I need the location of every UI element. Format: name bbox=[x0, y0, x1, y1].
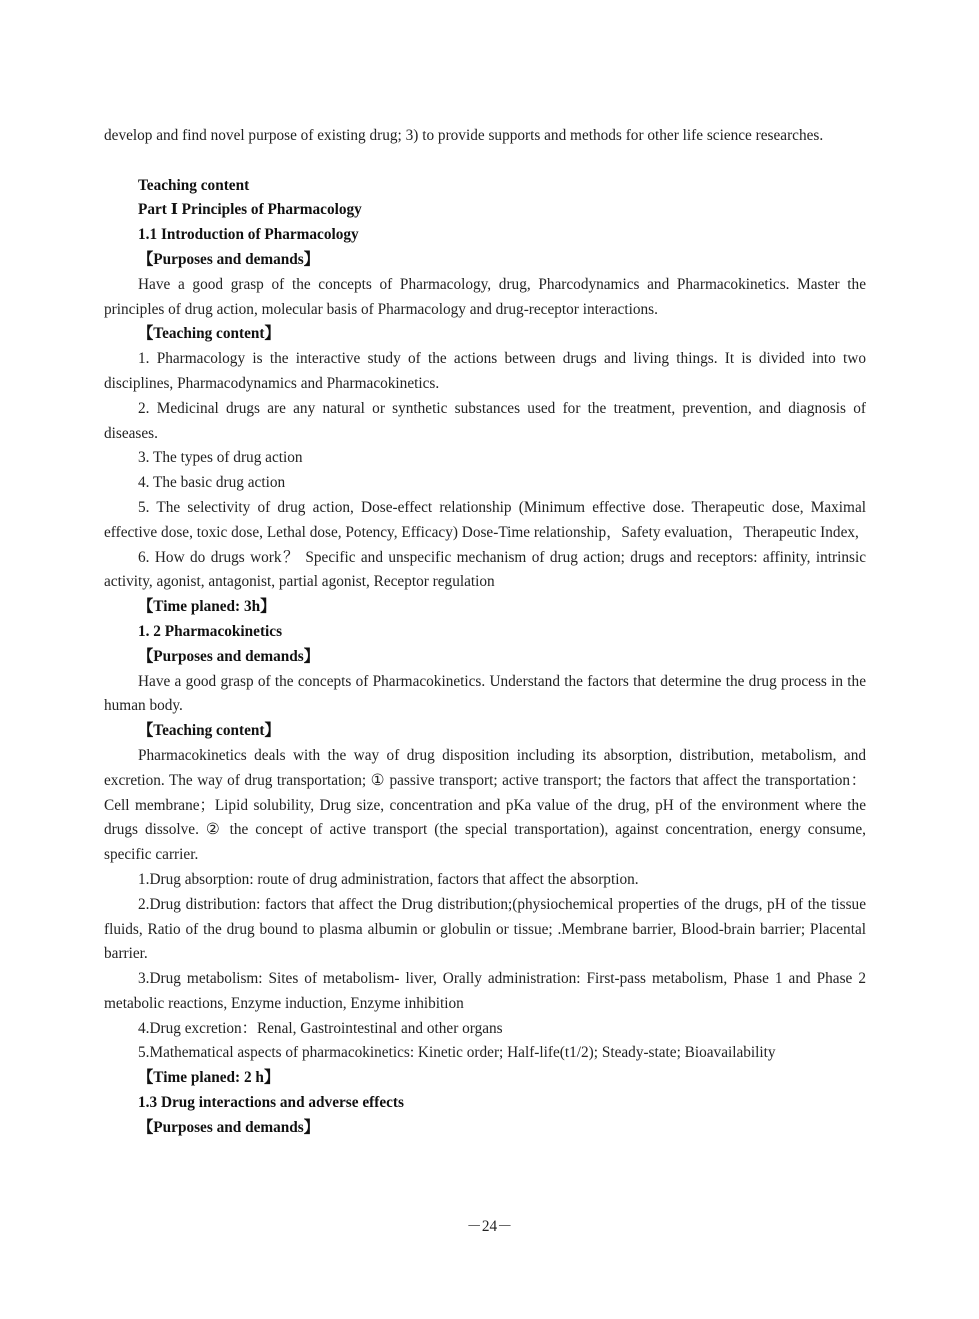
heading-purposes-demands: 【Purposes and demands】 bbox=[138, 1118, 320, 1136]
section2-purposes-paragraph: Have a good grasp of the concepts of Pharmacokinetics. Understand the factors that determine the drug process in the human body. bbox=[104, 672, 866, 715]
heading-time-planned: 【Time planed: 3h】 bbox=[138, 598, 276, 616]
section1-item: 6. How do drugs work？ Specific and unspecific mechanism of drug action; drugs and receptors: affinity, intrinsic activity, agonist, antagonist, partial agonist, Receptor regulation bbox=[104, 548, 866, 591]
section1-item: 5. The selectivity of drug action, Dose-effect relationship (Minimum effective dose. Therapeutic dose, Maximal effective dose, toxic dose, Lethal dose, Potency, Efficacy) Dose-Time relationship，Safety evaluation，Therapeutic Index, bbox=[104, 498, 866, 541]
heading-teaching-content-sub: 【Teaching content】 bbox=[138, 722, 280, 740]
section2-item: 4.Drug excretion：Renal, Gastrointestinal and other organs bbox=[138, 1019, 503, 1037]
document-page bbox=[104, 124, 866, 1141]
heading-section-1-2: 1. 2 Pharmacokinetics bbox=[138, 622, 283, 640]
section2-content-paragraph: Pharmacokinetics deals with the way of drug disposition including its absorption, distribution, metabolism, and excretion. The way of drug transportation; ① passive transport; active transport; the factors that affect the transportation：Cell membrane；Lipid solubility, Drug size, concentration and pKa value of the drug, pH of the environment where the drugs dissolve. ② the concept of active transport (the special transportation), against concentration, energy consume, specific carrier. bbox=[104, 746, 866, 864]
section1-item: 1. Pharmacology is the interactive study of the actions between drugs and living things. It is divided into two disciplines, Pharmacodynamics and Pharmacokinetics. bbox=[104, 350, 866, 392]
heading-section-1-3: 1.3 Drug interactions and adverse effects bbox=[138, 1094, 404, 1112]
heading-part-1: Part Ⅰ Principles of Pharmacology bbox=[138, 201, 362, 219]
heading-purposes-demands: 【Purposes and demands】 bbox=[138, 647, 320, 665]
heading-purposes-demands: 【Purposes and demands】 bbox=[138, 250, 320, 268]
page-number: －24－ bbox=[466, 1218, 513, 1235]
heading-section-1-1: 1.1 Introduction of Pharmacology bbox=[138, 226, 359, 244]
section2-item: 2.Drug distribution: factors that affect the Drug distribution;(physiochemical properties of the drugs, pH of the tissue fluids, Ratio of the drug bound to plasma albumin or globulin or tissue; .Membrane barrier, Blood-brain barrier; Placental barrier. bbox=[104, 895, 866, 963]
spacer bbox=[104, 149, 866, 174]
heading-time-planned: 【Time planed: 2 h】 bbox=[138, 1069, 280, 1087]
section2-item: 5.Mathematical aspects of pharmacokinetics: Kinetic order; Half-life(t1/2); Steady-state; Bioavailability bbox=[138, 1044, 776, 1062]
heading-teaching-content-sub: 【Teaching content】 bbox=[138, 325, 280, 343]
section2-item: 1.Drug absorption: route of drug administration, factors that affect the absorption. bbox=[138, 870, 639, 888]
section1-purposes-paragraph: Have a good grasp of the concepts of Pharmacology, drug, Pharcodynamics and Pharmacokinetics. Master the principles of drug action, molecular basis of Pharmacology and drug-receptor interactions. bbox=[104, 275, 866, 318]
intro-paragraph: develop and find novel purpose of existing drug; 3) to provide supports and methods for other life science researches. bbox=[104, 127, 824, 144]
section2-item: 3.Drug metabolism: Sites of metabolism- liver, Orally administration: First-pass metabolism, Phase 1 and Phase 2 metabolic reactions, Enzyme induction, Enzyme inhibition bbox=[104, 970, 866, 1012]
section1-item: 3. The types of drug action bbox=[138, 449, 303, 467]
section1-item: 4. The basic drug action bbox=[138, 474, 286, 492]
heading-teaching-content: Teaching content bbox=[138, 176, 250, 194]
section1-item: 2. Medicinal drugs are any natural or synthetic substances used for the treatment, prevention, and diagnosis of diseases. bbox=[104, 399, 866, 442]
